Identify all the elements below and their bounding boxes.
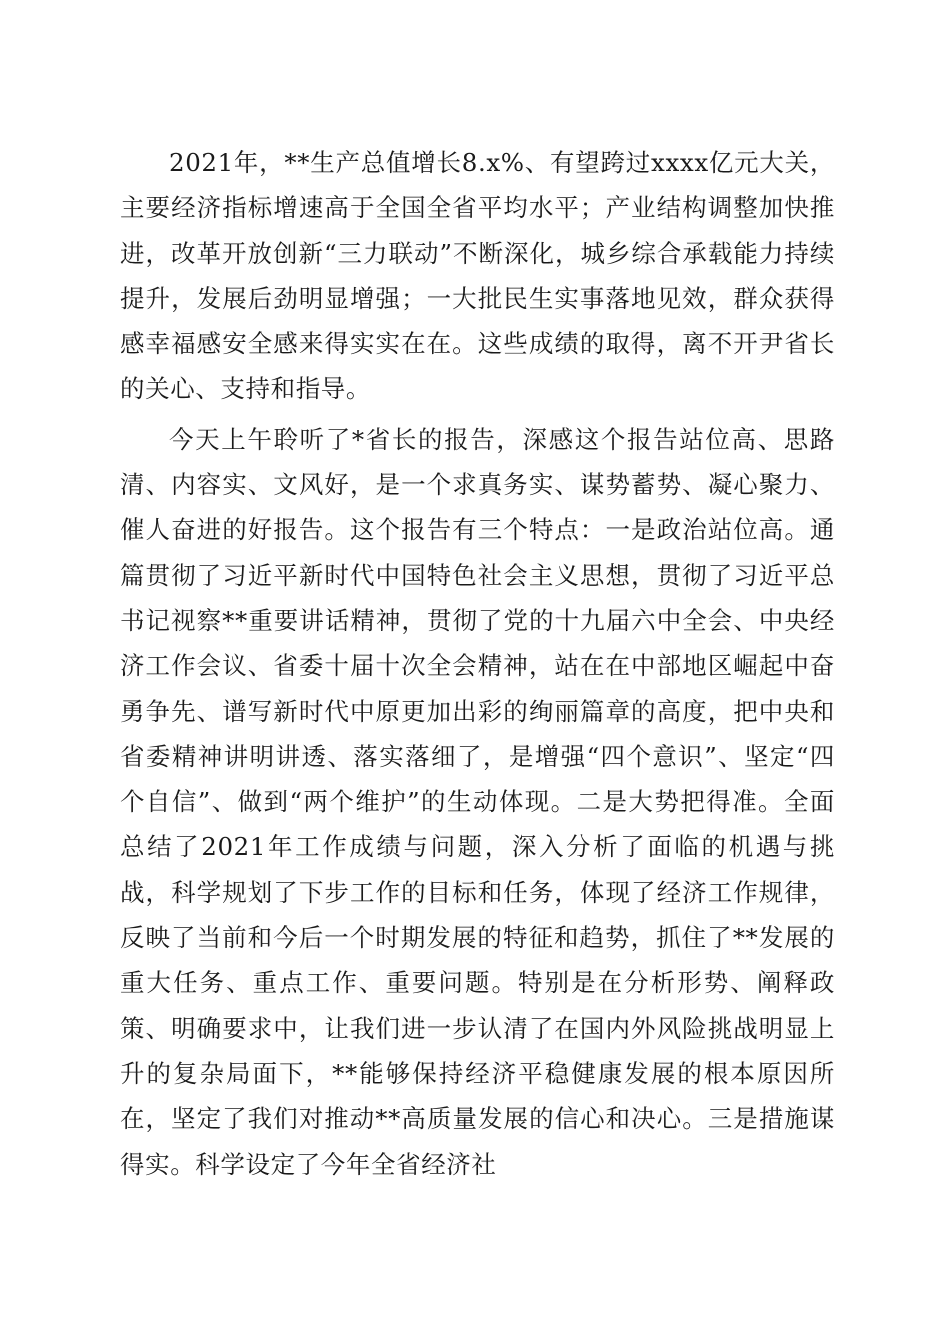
- paragraph-report-review: 今天上午聆听了*省长的报告，深感这个报告站位高、思路清、内容实、文风好，是一个求真务实、谋势蓄势、凝心聚力、催人奋进的好报告。这个报告有三个特点：一是政治站位高。通篇贯彻了习近平新时代中国特色社会主义思想，贯彻了习近平总书记视察**重要讲话精神，贯彻了党的十九届六中全会、中央经济工作会议、省委十届十次全会精神，站在在中部地区崛起中奋勇争先、谱写新时代中原更加出彩的绚丽篇章的高度，把中央和省委精神讲明讲透、落实落细了，是增强“四个意识”、坚定“四个自信”、做到“两个维护”的生动体现。二是大势把得准。全面总结了2021年工作成绩与问题，深入分析了面临的机遇与挑战，科学规划了下步工作的目标和任务，体现了经济工作规律，反映了当前和今后一个时期发展的特征和趋势，抓住了**发展的重大任务、重点工作、重要问题。特别是在分析形势、阐释政策、明确要求中，让我们进一步认清了在国内外风险挑战明显上升的复杂局面下，**能够保持经济平稳健康发展的根本原因所在，坚定了我们对推动**高质量发展的信心和决心。三是措施谋得实。科学设定了今年全省经济社: [120, 424, 835, 1179]
- document-body: [120, 140, 835, 1187]
- paragraph-achievements: 2021年，**生产总值增长8.x%、有望跨过xxxx亿元大关，主要经济指标增速高于全国全省平均水平；产业结构调整加快推进，改革开放创新“三力联动”不断深化，城乡综合承载能力持续提升，发展后劲明显增强；一大批民生实事落地见效，群众获得感幸福感安全感来得实实在在。这些成绩的取得，离不开尹省长的关心、支持和指导。: [120, 148, 835, 404]
